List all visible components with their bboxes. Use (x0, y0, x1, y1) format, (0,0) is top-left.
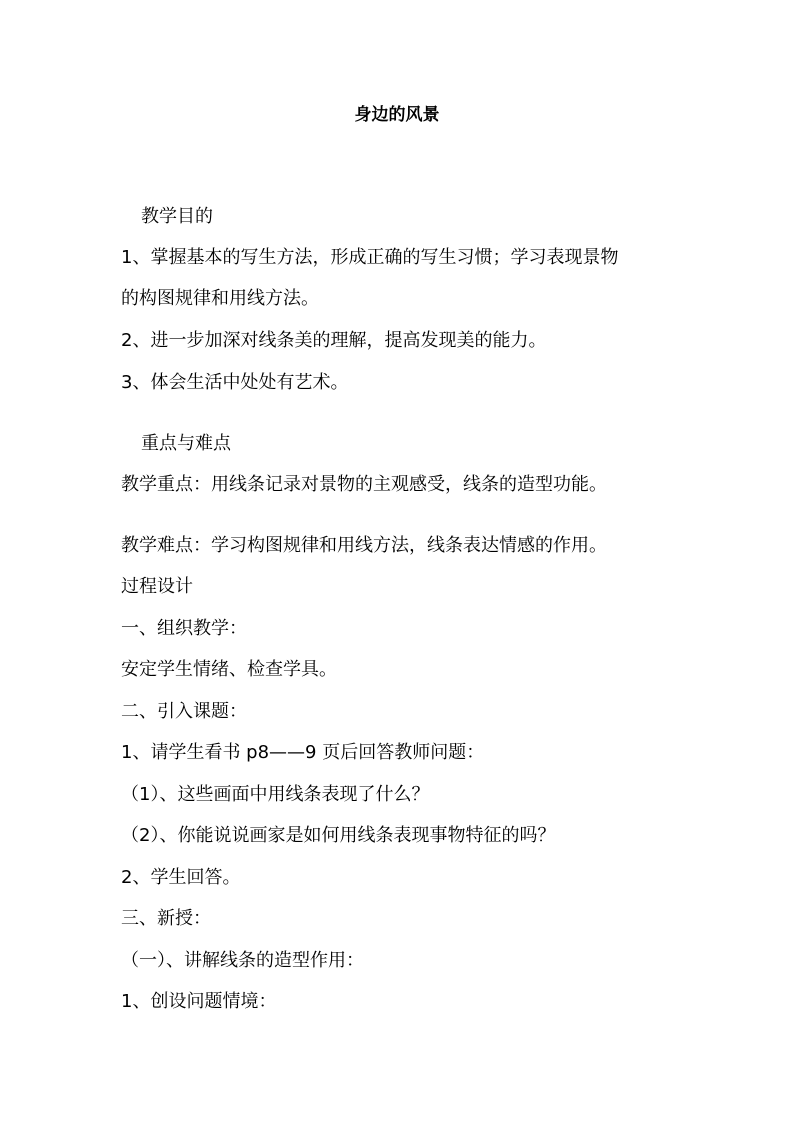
section-heading-objectives: 教学目的 (141, 206, 213, 227)
paragraph-line: 2、学生回答。 (121, 867, 241, 888)
paragraph-line: 安定学生情绪、检查学具。 (121, 659, 337, 680)
paragraph-line: 教学重点：用线条记录对景物的主观感受，线条的造型功能。 (121, 474, 607, 495)
paragraph-line: 1、掌握基本的写生方法，形成正确的写生习惯；学习表现景物 (121, 247, 619, 268)
paragraph-line: 1、创设问题情境： (121, 991, 277, 1012)
paragraph-line: 教学难点：学习构图规律和用线方法，线条表达情感的作用。 (121, 535, 607, 556)
paragraph-line: （2）、你能说说画家是如何用线条表现事物特征的吗？ (121, 825, 556, 846)
paragraph-line: （1）、这些画面中用线条表现了什么？ (121, 784, 430, 805)
paragraph-line: 2、进一步加深对线条美的理解，提高发现美的能力。 (121, 330, 547, 351)
paragraph-line: （一）、讲解线条的造型作用： (121, 950, 364, 971)
document-title: 身边的风景 (354, 105, 440, 125)
paragraph-line: 3、体会生活中处处有艺术。 (121, 372, 349, 393)
paragraph-line: 二、引入课题： (121, 701, 247, 722)
paragraph-line: 的构图规律和用线方法。 (121, 288, 319, 309)
section-heading-key-points: 重点与难点 (141, 433, 231, 454)
paragraph-line: 一、组织教学： (121, 618, 247, 639)
paragraph-line: 三、新授： (121, 908, 211, 929)
section-heading-process: 过程设计 (121, 576, 193, 597)
paragraph-line: 1、请学生看书 p8——9 页后回答教师问题： (121, 742, 485, 763)
